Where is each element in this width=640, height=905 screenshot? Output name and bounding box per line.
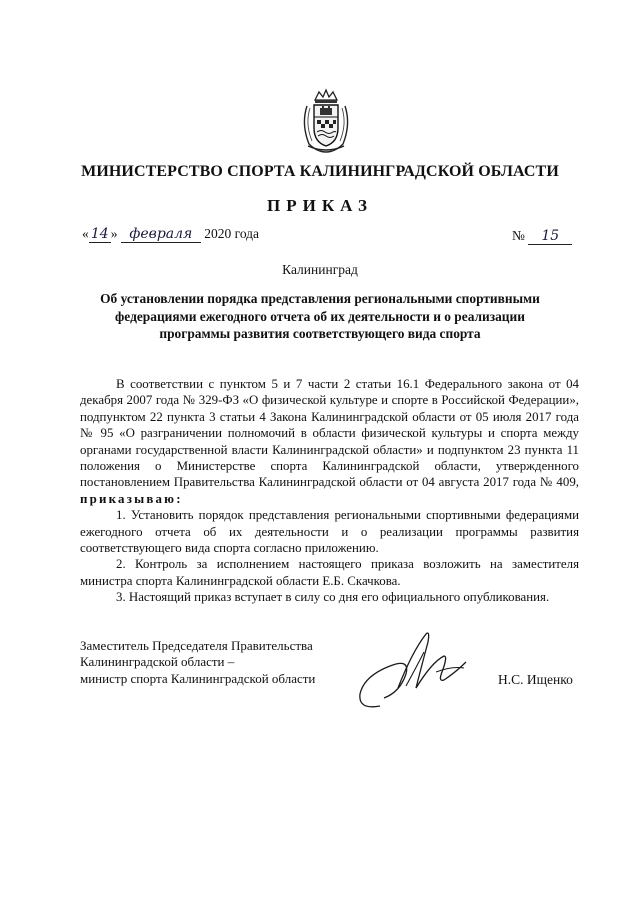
number-label: № bbox=[512, 228, 525, 243]
item-3: 3. Настоящий приказ вступает в силу со дня его официального опубликования. bbox=[116, 590, 550, 605]
city: Калининград bbox=[282, 262, 358, 277]
preamble-paragraph bbox=[80, 376, 579, 507]
date-year: 2020 года bbox=[204, 226, 260, 241]
coat-of-arms-icon bbox=[299, 88, 353, 154]
order-keyword: приказываю: bbox=[80, 491, 183, 506]
date-day: 14 bbox=[89, 227, 111, 243]
preamble-text: В соответствии с пунктом 5 и 7 части 2 статьи 16.1 Федерального закона от 04 декабря 2007 года № 329-ФЗ «О физической культуре и спорте в Российской Федерации», подпунктом 22 пункта 3 статьи 4 Закона Калининградской области от 05 июля 2017 года № 95 «О разграничении полномочий в области физической культуры и спорта между органами государственной власти Калининградской области» и подпунктом 23 пункта 11 положения о Министерстве спорта Калининградской области, утвержденного постановлением Правительства Калининградской области от 04 августа 2017 года № 409, bbox=[80, 377, 579, 490]
ministry-name: МИНИСТЕРСТВО СПОРТА КАЛИНИНГРАДСКОЙ ОБЛАСТИ bbox=[81, 163, 559, 180]
number-value: 15 bbox=[528, 229, 572, 245]
document-title: Об установлении порядка представления региональными спортивными федерациями ежегодного отчета об их деятельности и о реализации программы развития соответствующего вида спорта bbox=[100, 291, 540, 341]
signatory-line-3: министр спорта Калининградской области bbox=[80, 670, 316, 686]
document-type: ПРИКАЗ bbox=[267, 196, 373, 215]
item-2: 2. Контроль за исполнением настоящего приказа возложить на заместителя министра спорта Калининградской области Е.Б. Скачкова. bbox=[80, 557, 579, 588]
quote-close: » bbox=[110, 226, 118, 241]
document-body bbox=[80, 376, 579, 606]
order-date bbox=[82, 226, 259, 243]
item-1: 1. Установить порядок представления региональными спортивными федерациями ежегодного отчета об их деятельности и о реализации программы развития соответствующего вида спорта согласно приложению. bbox=[80, 508, 579, 556]
order-number bbox=[512, 228, 572, 245]
handwritten-signature bbox=[340, 622, 480, 716]
quote-open: « bbox=[82, 226, 89, 241]
signatory-line-2: Калининградской области – bbox=[80, 654, 235, 670]
date-month: февраля bbox=[121, 227, 201, 243]
signatory-name: Н.С. Ищенко bbox=[498, 672, 573, 687]
signatory-line-1: Заместитель Председателя Правительства bbox=[80, 638, 313, 653]
signatory-position bbox=[80, 638, 315, 687]
